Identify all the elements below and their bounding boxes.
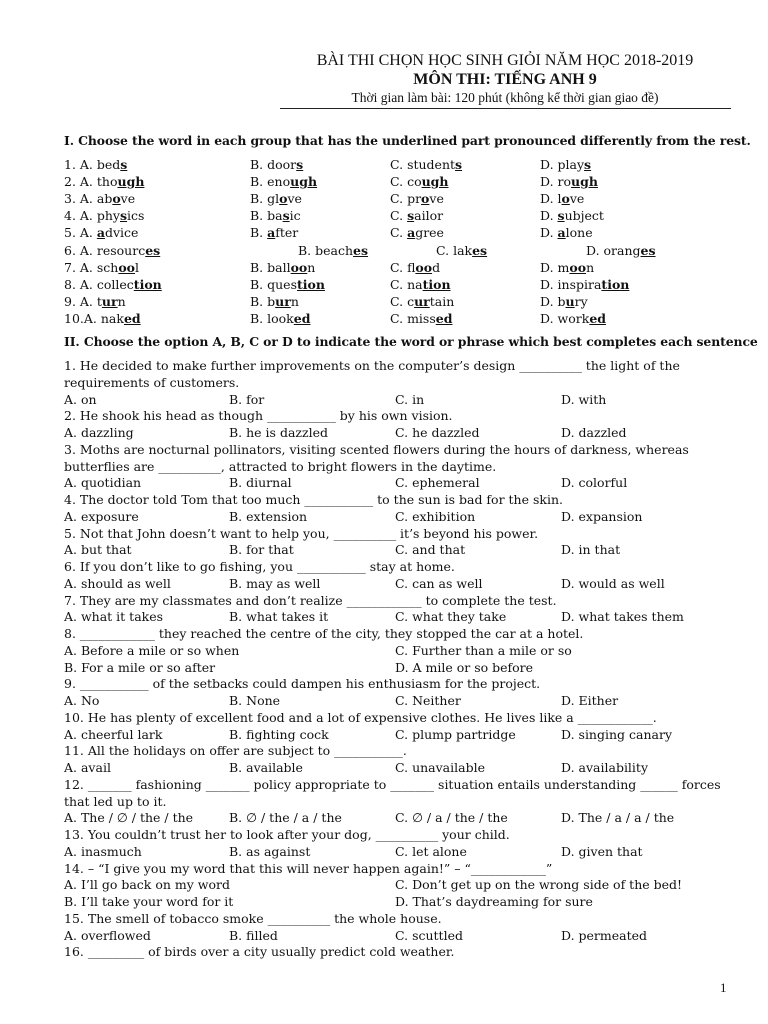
option-text: ve <box>429 191 444 207</box>
answer-option: C. and that <box>395 542 466 558</box>
pron-option <box>64 293 126 310</box>
answer-option: A. inasmuch <box>64 843 142 859</box>
pron-option <box>64 173 144 190</box>
question-text: 3. Moths are nocturnal pollinators, visiting scented flowers during the hours of darkness, whereas <box>64 441 689 457</box>
option-text: C. student <box>390 157 456 172</box>
pron-option <box>540 224 593 241</box>
option-text: 7. A. sch <box>64 259 119 275</box>
answer-option: D. The / a / a / the <box>561 810 675 826</box>
option-text: 6. A. resourc <box>64 242 146 258</box>
pron-option <box>250 224 298 241</box>
option-text: 8. A. collec <box>64 276 134 292</box>
option-text: C. pr <box>390 191 422 207</box>
option-text: B. b <box>250 293 276 309</box>
option-text: D. inspira <box>540 276 602 292</box>
answer-option: D. in that <box>561 542 621 558</box>
pron-option <box>390 207 443 224</box>
answer-option: D. dazzled <box>561 425 627 440</box>
underlined-part: o <box>279 191 288 207</box>
underlined-part: es <box>472 242 488 258</box>
underlined-part: tion <box>297 276 325 292</box>
option-text: B. gl <box>250 191 280 207</box>
option-text: C. fl <box>390 259 416 275</box>
underlined-part: es <box>353 242 369 258</box>
option-text: B. ba <box>250 208 283 224</box>
answer-option: A. what it takes <box>64 609 164 625</box>
underlined-part: tion <box>601 276 630 292</box>
answer-option: B. for <box>229 391 265 407</box>
pron-option <box>250 190 302 207</box>
answer-option: B. may as well <box>229 575 321 591</box>
answer-option: A. Before a mile or so when <box>64 642 240 658</box>
underlined-part: ugh <box>117 174 145 190</box>
question-text: 16. _________ of birds over a city usually predict cold weather. <box>64 944 455 960</box>
question-text: 2. He shook his head as though ___________ by his own vision. <box>64 408 453 424</box>
option-text: D. ro <box>540 174 572 190</box>
answer-option: A. No <box>64 693 100 708</box>
answer-option: A. on <box>64 391 97 407</box>
subject-title: MÔN THI: TIẾNG ANH 9 <box>413 71 597 88</box>
option-text: ve <box>569 191 585 207</box>
option-text: dvice <box>104 225 139 241</box>
pron-option <box>64 310 141 327</box>
answer-option: D. with <box>561 391 607 407</box>
pron-option <box>540 207 604 224</box>
option-text: n <box>307 259 316 275</box>
answer-option: D. That’s daydreaming for sure <box>395 894 593 909</box>
option-text: C. co <box>390 174 422 190</box>
option-text: D. play <box>540 157 585 172</box>
answer-option: D. given that <box>561 843 643 859</box>
underlined-part: o <box>112 191 121 207</box>
underlined-part: a <box>96 225 105 241</box>
answer-option: C. can as well <box>395 575 483 591</box>
option-text: ve <box>287 191 302 207</box>
answer-option: C. Further than a mile or so <box>395 642 572 658</box>
pron-option <box>250 293 299 310</box>
answer-option: A. I’ll go back on my word <box>64 877 230 893</box>
question-text: 9. ___________ of the setbacks could dampen his enthusiasm for the project. <box>64 676 541 692</box>
underlined-part: ugh <box>290 174 318 190</box>
option-text: n <box>586 259 595 275</box>
option-text: C. lak <box>436 242 473 258</box>
pron-option <box>390 190 444 207</box>
underlined-part: ed <box>435 310 453 326</box>
question-text: 7. They are my classmates and don’t realize ____________ to complete the test. <box>64 592 557 608</box>
answer-option: B. ∅ / the / a / the <box>229 810 342 826</box>
answer-option: D. would as well <box>561 575 665 591</box>
option-text: B. ball <box>250 259 291 275</box>
option-text: B. door <box>250 157 297 172</box>
pron-option <box>390 224 444 241</box>
option-text: D. orang <box>586 242 641 258</box>
question-text: 1. He decided to make further improvements on the computer’s design __________ the light of the <box>64 358 680 373</box>
underlined-part: ed <box>293 310 311 326</box>
underlined-part: ur <box>414 293 430 309</box>
underlined-part: ur <box>275 293 291 309</box>
section2-heading: II. Choose the option A, B, C or D to indicate the word or phrase which best completes each sentence <box>64 334 758 349</box>
answer-option: C. what they take <box>395 609 507 625</box>
question-text: requirements of customers. <box>64 374 240 390</box>
option-text: C. miss <box>390 310 436 326</box>
answer-option: D. permeated <box>561 927 648 943</box>
answer-option: D. Either <box>561 693 619 708</box>
question-text: 6. If you don’t like to go fishing, you ___________ stay at home. <box>64 559 455 574</box>
question-text: butterflies are __________, attracted to bright flowers in the daytime. <box>64 458 497 474</box>
underlined-part: s <box>557 208 565 224</box>
option-text: 9. A. t <box>64 293 102 309</box>
pron-option <box>540 310 606 327</box>
option-text: C. <box>390 225 408 241</box>
underlined-part: s <box>120 157 128 172</box>
answer-option: D. colorful <box>561 475 628 491</box>
pron-option <box>540 173 598 190</box>
header-rule <box>280 108 731 109</box>
option-text: 4. A. phy <box>64 208 120 224</box>
pron-option <box>64 156 127 173</box>
underlined-part: a <box>557 225 566 241</box>
pron-option <box>64 207 144 224</box>
pron-option <box>540 293 588 310</box>
option-text: B. look <box>250 310 294 326</box>
pron-option <box>390 293 454 310</box>
pron-option <box>250 310 310 327</box>
answer-option: D. what takes them <box>561 609 684 625</box>
pron-option <box>298 242 368 259</box>
underlined-part: s <box>584 157 592 172</box>
answer-option: B. filled <box>229 927 278 943</box>
option-text: lone <box>565 225 593 241</box>
option-text: tain <box>429 293 455 309</box>
underlined-part: oo <box>118 259 136 275</box>
pron-option <box>540 259 594 276</box>
answer-option: A. exposure <box>64 508 139 524</box>
underlined-part: o <box>561 191 570 207</box>
option-text: 3. A. ab <box>64 191 113 207</box>
pron-option <box>540 190 584 207</box>
option-text: D. m <box>540 259 570 275</box>
answer-option: C. Don’t get up on the wrong side of the bed! <box>395 877 683 893</box>
answer-option: B. extension <box>229 508 308 524</box>
answer-option: D. singing canary <box>561 726 673 742</box>
answer-option: A. but that <box>64 542 132 558</box>
option-text: 5. A. <box>64 225 97 241</box>
pron-option <box>250 173 317 190</box>
answer-option: B. fighting cock <box>229 726 329 742</box>
page-number: 1 <box>720 980 727 995</box>
option-text: 1. A. bed <box>64 157 121 172</box>
option-text: D. work <box>540 310 590 326</box>
answer-option: B. what takes it <box>229 609 329 625</box>
question-text: 15. The smell of tobacco smoke __________ the whole house. <box>64 910 442 926</box>
pron-option <box>250 276 325 293</box>
answer-option: D. A mile or so before <box>395 659 534 675</box>
pron-option <box>64 259 139 276</box>
option-text: gree <box>415 225 444 241</box>
underlined-part: o <box>421 191 430 207</box>
question-text: 13. You couldn’t trust her to look after your dog, __________ your child. <box>64 827 510 842</box>
underlined-part: ed <box>123 310 141 326</box>
underlined-part: s <box>282 208 290 224</box>
option-text: ubject <box>564 208 604 224</box>
underlined-part: ugh <box>421 174 449 190</box>
underlined-part: tion <box>133 276 162 292</box>
answer-option: A. avail <box>64 760 111 775</box>
pron-option <box>390 156 462 173</box>
answer-option: B. diurnal <box>229 475 292 491</box>
option-text: B. eno <box>250 174 291 190</box>
answer-option: D. availability <box>561 760 649 775</box>
option-text: D. b <box>540 293 566 309</box>
answer-option: B. as against <box>229 843 311 859</box>
option-text: ve <box>120 191 136 207</box>
question-text: 12. _______ fashioning _______ policy appropriate to _______ situation entails understanding ______ forces <box>64 776 721 792</box>
option-text: n <box>290 293 299 309</box>
exam-title: BÀI THI CHỌN HỌC SINH GIỎI NĂM HỌC 2018-2019 <box>316 52 694 69</box>
section1-heading: I. Choose the word in each group that has the underlined part pronounced differently from the rest. <box>64 133 751 148</box>
underlined-part: ugh <box>571 174 598 190</box>
answer-option: C. let alone <box>395 843 467 859</box>
answer-option: D. expansion <box>561 508 643 524</box>
underlined-part: s <box>296 157 304 172</box>
pron-option <box>64 242 160 259</box>
underlined-part: s <box>455 157 463 172</box>
pron-option <box>390 310 452 327</box>
question-text: 4. The doctor told Tom that too much ___________ to the sun is bad for the skin. <box>64 492 563 507</box>
answer-option: B. available <box>229 760 303 775</box>
pron-option <box>250 207 301 224</box>
question-text: 14. – “I give you my word that this will never happen again!” – “____________” <box>64 860 553 876</box>
answer-option: C. unavailable <box>395 760 485 775</box>
option-text: D. <box>540 225 558 241</box>
pron-option <box>250 156 303 173</box>
answer-option: B. I’ll take your word for it <box>64 894 234 909</box>
answer-option: C. in <box>395 391 425 407</box>
option-text: ic <box>289 208 301 224</box>
option-text: d <box>432 259 441 275</box>
answer-option: C. Neither <box>395 693 461 708</box>
underlined-part: tion <box>422 276 451 292</box>
pron-option <box>540 156 591 173</box>
question-text: 10. He has plenty of excellent food and a lot of expensive clothes. He lives like a ____________. <box>64 709 657 725</box>
option-text: C. na <box>390 276 423 292</box>
underlined-part: a <box>407 225 416 241</box>
answer-option: C. ephemeral <box>395 475 480 491</box>
option-text: ics <box>127 208 145 224</box>
option-text: C. c <box>390 293 415 309</box>
option-text: l <box>135 259 140 275</box>
option-text: ailor <box>414 208 444 224</box>
option-text: fter <box>275 225 299 241</box>
question-text: that led up to it. <box>64 793 167 809</box>
answer-option: A. overflowed <box>64 927 151 943</box>
pron-option <box>64 276 162 293</box>
answer-option: B. For a mile or so after <box>64 659 216 675</box>
answer-option: C. exhibition <box>395 508 476 524</box>
answer-option: C. scuttled <box>395 927 463 943</box>
option-text: D. l <box>540 191 562 207</box>
answer-option: C. ∅ / a / the / the <box>395 810 508 826</box>
answer-option: B. None <box>229 693 281 708</box>
option-text: 10.A. nak <box>64 310 124 326</box>
option-text: B. beach <box>298 242 354 258</box>
pron-option <box>586 242 656 259</box>
pron-option <box>390 173 449 190</box>
option-text: C. <box>390 208 408 224</box>
pron-option <box>390 276 451 293</box>
underlined-part: oo <box>415 259 433 275</box>
answer-option: B. he is dazzled <box>229 425 328 440</box>
option-text: ry <box>574 293 588 309</box>
time-limit: Thời gian làm bài: 120 phút (không kể thời gian giao đề) <box>351 90 659 105</box>
underlined-part: a <box>267 225 276 241</box>
answer-option: A. should as well <box>64 575 171 591</box>
underlined-part: oo <box>290 259 308 275</box>
pron-option <box>64 190 135 207</box>
option-text: D. <box>540 208 558 224</box>
answer-option: C. he dazzled <box>395 425 480 440</box>
option-text: 2. A. tho <box>64 174 118 190</box>
question-text: 11. All the holidays on offer are subject to ___________. <box>64 743 407 759</box>
underlined-part: es <box>640 242 656 258</box>
option-text: B. ques <box>250 276 297 292</box>
underlined-part: es <box>145 242 161 258</box>
underlined-part: u <box>565 293 575 309</box>
underlined-part: ed <box>589 310 607 326</box>
underlined-part: ur <box>101 293 118 309</box>
answer-option: A. quotidian <box>64 475 142 491</box>
underlined-part: s <box>407 208 415 224</box>
pron-option <box>436 242 487 259</box>
pron-option <box>64 224 138 241</box>
answer-option: A. dazzling <box>64 425 134 440</box>
underlined-part: oo <box>569 259 587 275</box>
pron-option <box>390 259 440 276</box>
answer-option: A. cheerful lark <box>64 726 163 742</box>
answer-option: C. plump partridge <box>395 726 516 742</box>
pron-option <box>250 259 315 276</box>
option-text: B. <box>250 225 268 241</box>
answer-option: A. The / ∅ / the / the <box>64 810 194 826</box>
question-text: 5. Not that John doesn’t want to help you, __________ it’s beyond his power. <box>64 525 539 541</box>
underlined-part: s <box>120 208 128 224</box>
question-text: 8. ____________ they reached the centre of the city, they stopped the car at a hotel. <box>64 626 584 641</box>
answer-option: B. for that <box>229 542 294 558</box>
pron-option <box>540 276 629 293</box>
option-text: n <box>117 293 126 309</box>
